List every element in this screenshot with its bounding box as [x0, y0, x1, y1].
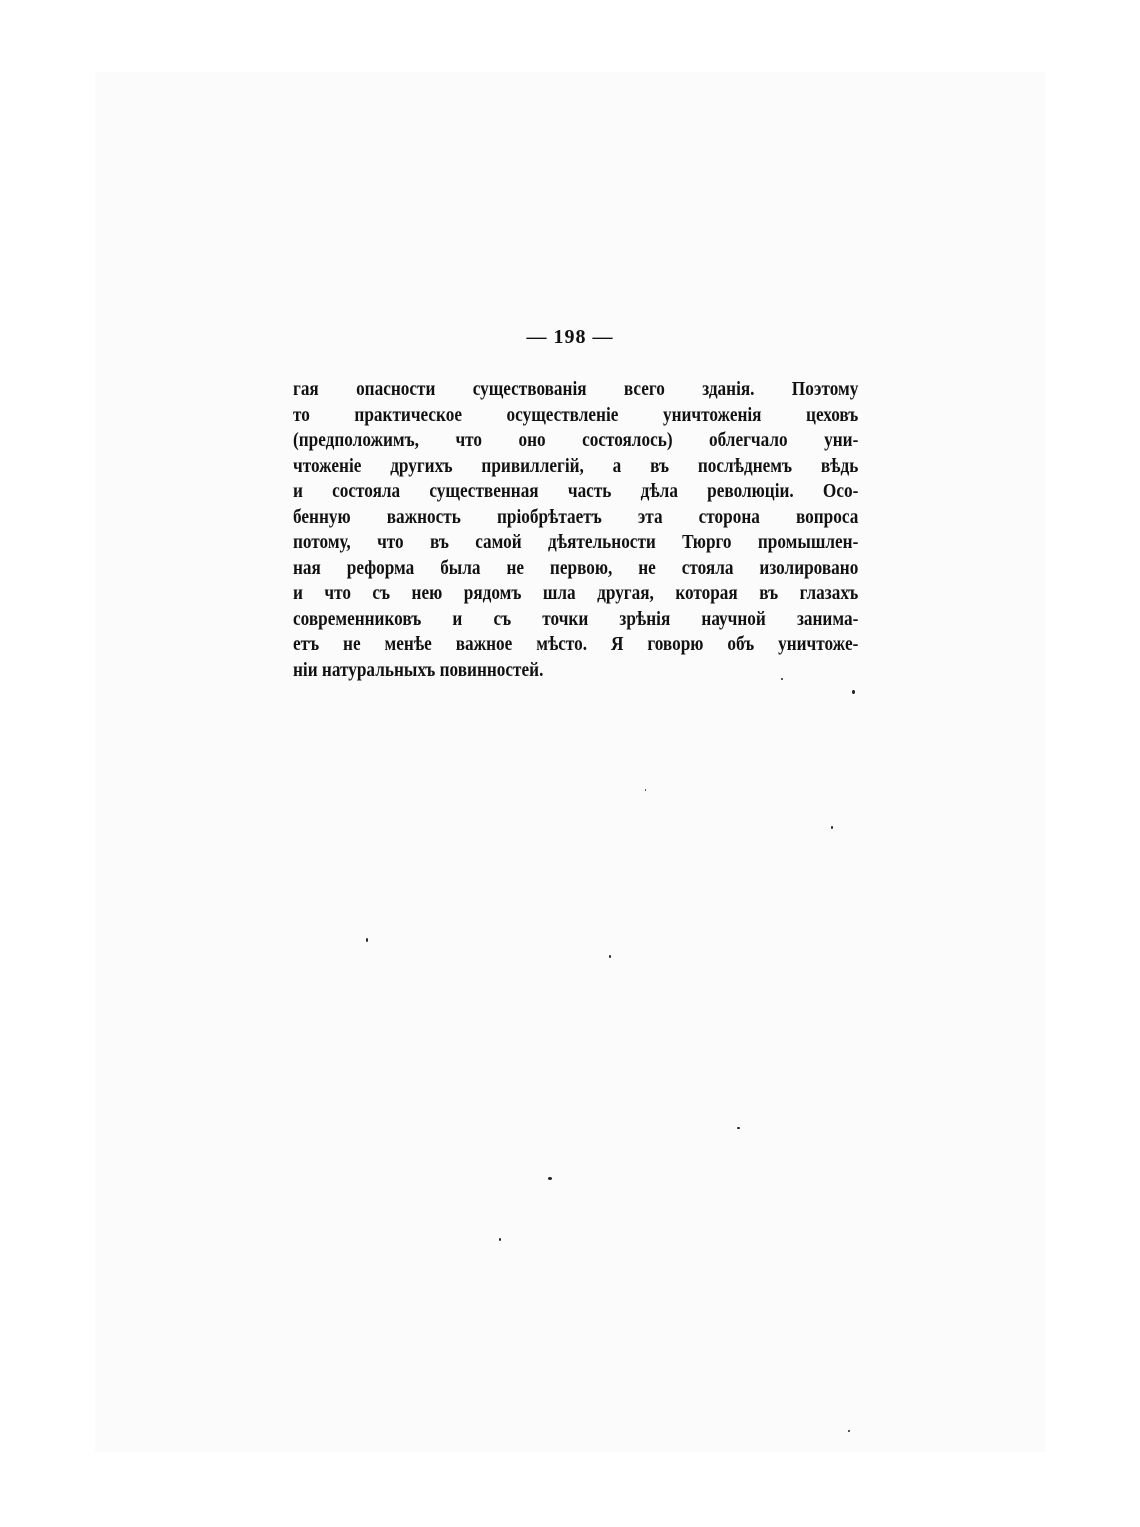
- text-line: и что съ нею рядомъ шла другая, которая въ глазахъ: [293, 582, 859, 604]
- scan-speck: [852, 690, 855, 694]
- scan-speck: [737, 1127, 740, 1129]
- scan-speck: [645, 789, 646, 791]
- scan-speck: [499, 1238, 501, 1241]
- text-line: и состояла существенная часть дѣла революціи. Осо-: [293, 480, 859, 502]
- scan-speck: [831, 826, 833, 829]
- text-line: чтоженіе другихъ привиллегій, а въ послѣднемъ вѣдь: [293, 454, 859, 477]
- scan-speck: [609, 955, 611, 958]
- text-line: современниковъ и съ точки зрѣнія научной занима-: [293, 607, 859, 630]
- scan-speck: [848, 1430, 850, 1432]
- text-line: то практическое осуществленіе уничтоженія цеховъ: [293, 403, 859, 426]
- text-line: ніи натуральныхъ повинностей.: [293, 658, 544, 681]
- text-line: (предположимъ, что оно состоялось) облегчало уни-: [293, 429, 859, 451]
- scan-speck: [366, 938, 368, 942]
- body-text: [293, 377, 858, 683]
- page-paper: [95, 72, 1045, 1452]
- page-number: — 198 —: [526, 326, 614, 348]
- text-line: ная реформа была не первою, не стояла изолировано: [293, 556, 859, 579]
- text-line: етъ не менѣе важное мѣсто. Я говорю объ уничтоже-: [293, 633, 859, 655]
- scan-speck: [781, 678, 783, 680]
- text-line: бенную важность пріобрѣтаетъ эта сторона вопроса: [293, 505, 859, 528]
- text-line: гая опасности существованія всего зданія. Поэтому: [293, 378, 859, 400]
- text-line: потому, что въ самой дѣятельности Тюрго промышлен-: [293, 531, 859, 553]
- scan-speck: [548, 1177, 552, 1180]
